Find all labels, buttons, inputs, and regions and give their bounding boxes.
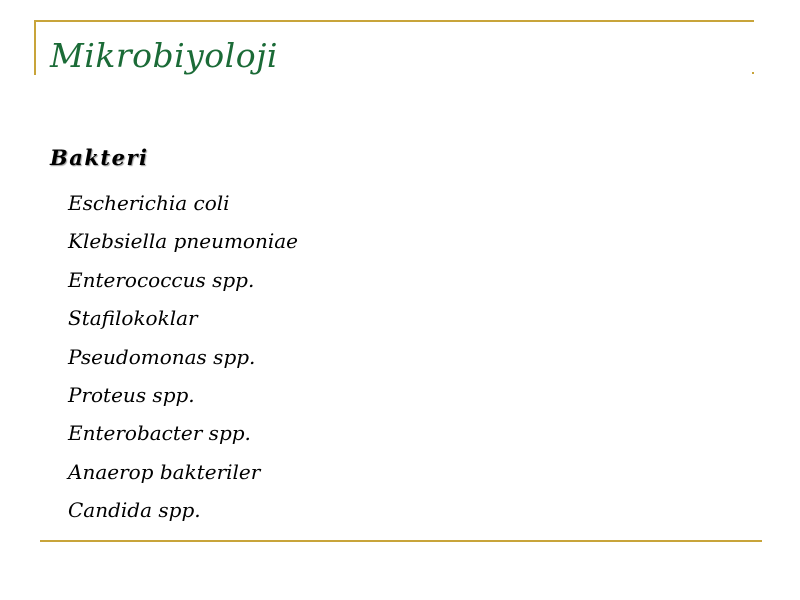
section-heading: Bakteri xyxy=(50,145,149,170)
list-item: Proteus spp. xyxy=(68,382,195,407)
list-item: Stafilokoklar xyxy=(68,306,198,331)
list-item: Pseudomonas spp. xyxy=(68,344,256,369)
list-item: Enterobacter spp. xyxy=(68,421,251,446)
slide-title: Mikrobiyoloji xyxy=(50,36,278,75)
list-item: Klebsiella pneumoniae xyxy=(68,229,298,254)
title-frame-left-rule xyxy=(34,20,36,75)
title-frame-top-rule xyxy=(34,20,754,22)
list-item: Enterococcus spp. xyxy=(68,267,255,292)
footer-rule xyxy=(40,540,762,542)
list-item: Candida spp. xyxy=(68,498,201,523)
list-item: Escherichia coli xyxy=(68,191,230,215)
title-frame-corner-mark xyxy=(752,72,754,74)
list-item: Anaerop bakteriler xyxy=(68,459,261,484)
organism-list xyxy=(68,184,298,530)
